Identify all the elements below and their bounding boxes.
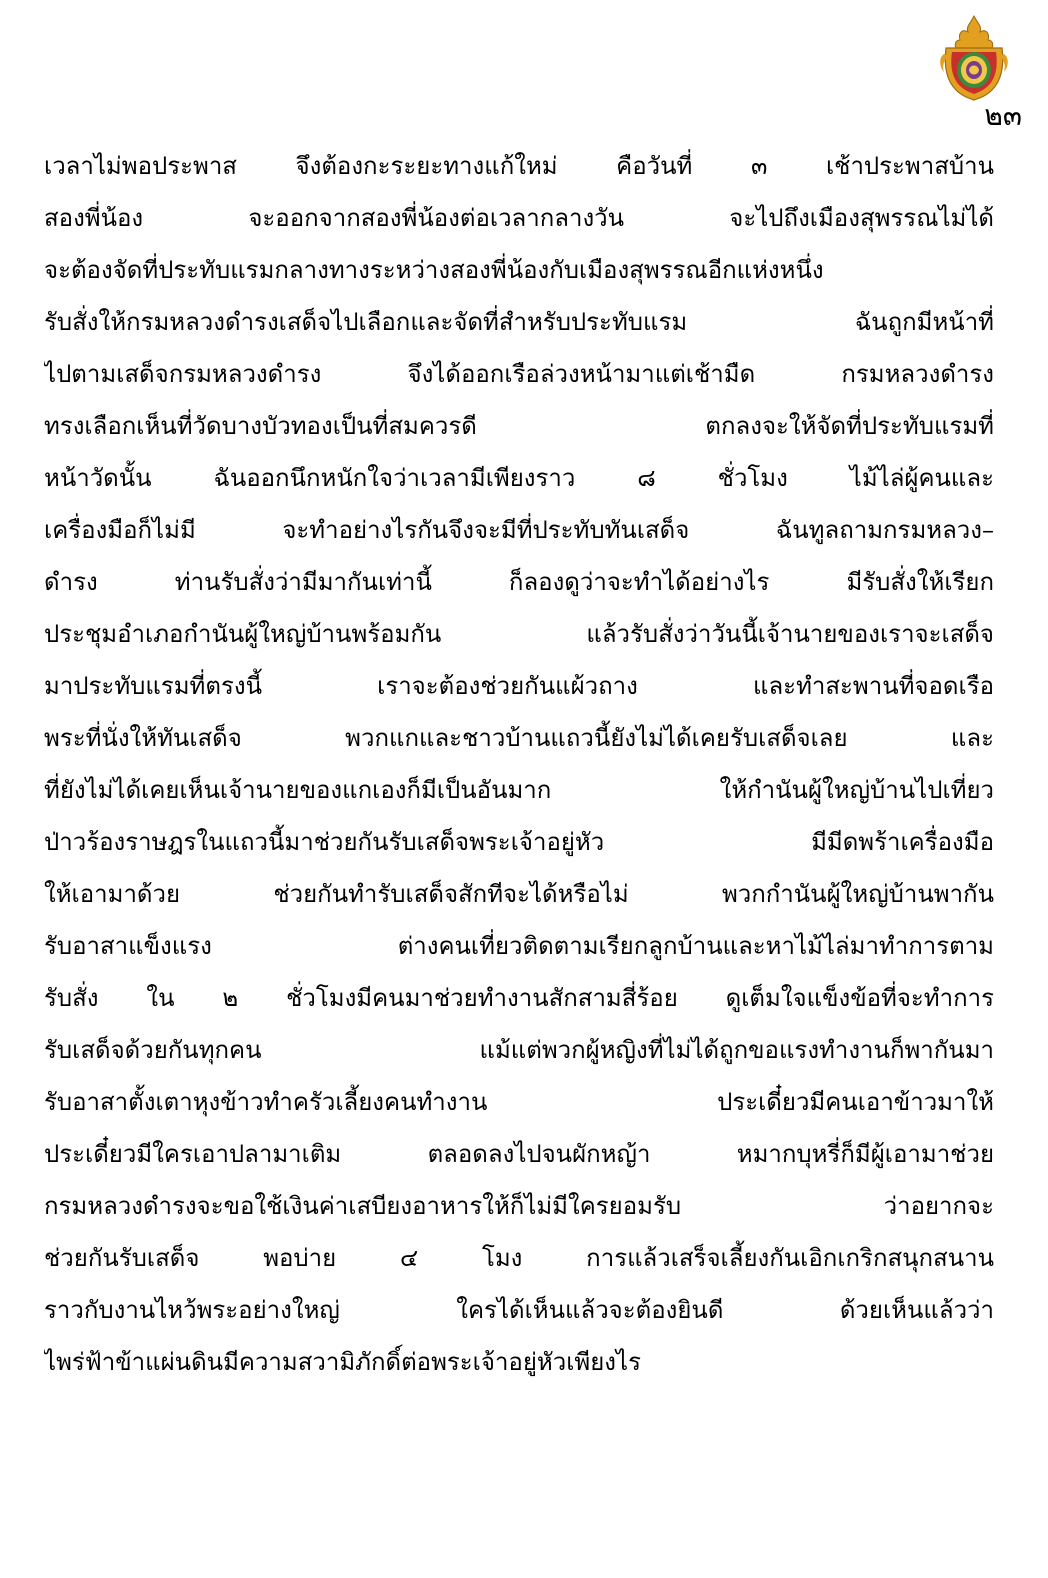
text-line: พระที่นั่งให้ทันเสด็จ พวกแกและชาวบ้านแถวนี้ยังไม่ได้เคยรับเสด็จเลย และ	[44, 724, 994, 752]
text-line: ประเดี๋ยวมีใครเอาปลามาเติม ตลอดลงไปจนผักหญ้า หมากบุหรี่ก็มีผู้เอามาช่วย	[44, 1140, 994, 1168]
text-line: ช่วยกันรับเสด็จ พอบ่าย ๔ โมง การแล้วเสร็จเลี้ยงกันเอิกเกริกสนุกสนาน	[44, 1244, 994, 1272]
text-line: ทรงเลือกเห็นที่วัดบางบัวทองเป็นที่สมควรดี ตกลงจะให้จัดที่ประทับแรมที่	[44, 412, 994, 440]
text-line: รับสั่ง ใน ๒ ชั่วโมงมีคนมาช่วยทำงานสักสามสี่ร้อย ดูเต็มใจแข็งข้อที่จะทำการ	[44, 984, 994, 1012]
text-line: มาประทับแรมที่ตรงนี้ เราจะต้องช่วยกันแผ้วถาง และทำสะพานที่จอดเรือ	[44, 672, 994, 700]
text-line: รับสั่งให้กรมหลวงดำรงเสด็จไปเลือกและจัดที่สำหรับประทับแรม ฉันถูกมีหน้าที่	[44, 308, 994, 336]
text-line: รับอาสาแข็งแรง ต่างคนเที่ยวติดตามเรียกลูกบ้านและหาไม้ไล่มาทำการตาม	[44, 932, 994, 960]
text-line: เครื่องมือก็ไม่มี จะทำอย่างไรกันจึงจะมีที่ประทับทันเสด็จ ฉันทูลถามกรมหลวง–	[44, 516, 994, 544]
text-line: ที่ยังไม่ได้เคยเห็นเจ้านายของแกเองก็มีเป็นอันมาก ให้กำนันผู้ใหญ่บ้านไปเที่ยว	[44, 776, 994, 804]
text-line: กรมหลวงดำรงจะขอใช้เงินค่าเสบียงอาหารให้ก็ไม่มีใครยอมรับ ว่าอยากจะ	[44, 1192, 994, 1220]
text-line: ให้เอามาด้วย ช่วยกันทำรับเสด็จสักทีจะได้หรือไม่ พวกกำนันผู้ใหญ่บ้านพากัน	[44, 880, 994, 908]
text-line: ไปตามเสด็จกรมหลวงดำรง จึงได้ออกเรือล่วงหน้ามาแต่เช้ามืด กรมหลวงดำรง	[44, 360, 994, 388]
text-line: สองพี่น้อง จะออกจากสองพี่น้องต่อเวลากลางวัน จะไปถึงเมืองสุพรรณไม่ได้	[44, 204, 994, 232]
text-line: เวลาไม่พอประพาส จึงต้องกะระยะทางแก้ใหม่ คือวันที่ ๓ เช้าประพาสบ้าน	[44, 152, 994, 180]
text-line: ไพร่ฟ้าข้าแผ่นดินมีความสวามิภักดิ์ต่อพระเจ้าอยู่หัวเพียงไร	[44, 1348, 641, 1376]
page-number: ๒๓	[984, 99, 1022, 132]
royal-crest-icon	[936, 14, 1012, 102]
body-paragraph	[44, 140, 994, 1388]
text-line: รับอาสาตั้งเตาหุงข้าวทำครัวเลี้ยงคนทำงาน ประเดี๋ยวมีคนเอาข้าวมาให้	[44, 1088, 994, 1116]
text-line: รับเสด็จด้วยกันทุกคน แม้แต่พวกผู้หญิงที่ไม่ได้ถูกขอแรงทำงานก็พากันมา	[44, 1036, 994, 1064]
text-line: ประชุมอำเภอกำนันผู้ใหญ่บ้านพร้อมกัน แล้วรับสั่งว่าวันนี้เจ้านายของเราจะเสด็จ	[44, 620, 994, 648]
text-line: ราวกับงานไหว้พระอย่างใหญ่ ใครได้เห็นแล้วจะต้องยินดี ด้วยเห็นแล้วว่า	[44, 1296, 994, 1324]
text-line: ดำรง ท่านรับสั่งว่ามีมากันเท่านี้ ก็ลองดูว่าจะทำได้อย่างไร มีรับสั่งให้เรียก	[44, 568, 994, 596]
text-line: ป่าวร้องราษฎรในแถวนี้มาช่วยกันรับเสด็จพระเจ้าอยู่หัว มีมีดพร้าเครื่องมือ	[44, 828, 994, 856]
text-line: หน้าวัดนั้น ฉันออกนึกหนักใจว่าเวลามีเพียงราว ๘ ชั่วโมง ไม้ไล่ผู้คนและ	[44, 464, 994, 492]
text-line: จะต้องจัดที่ประทับแรมกลางทางระหว่างสองพี่น้องกับเมืองสุพรรณอีกแห่งหนึ่ง	[44, 256, 824, 284]
